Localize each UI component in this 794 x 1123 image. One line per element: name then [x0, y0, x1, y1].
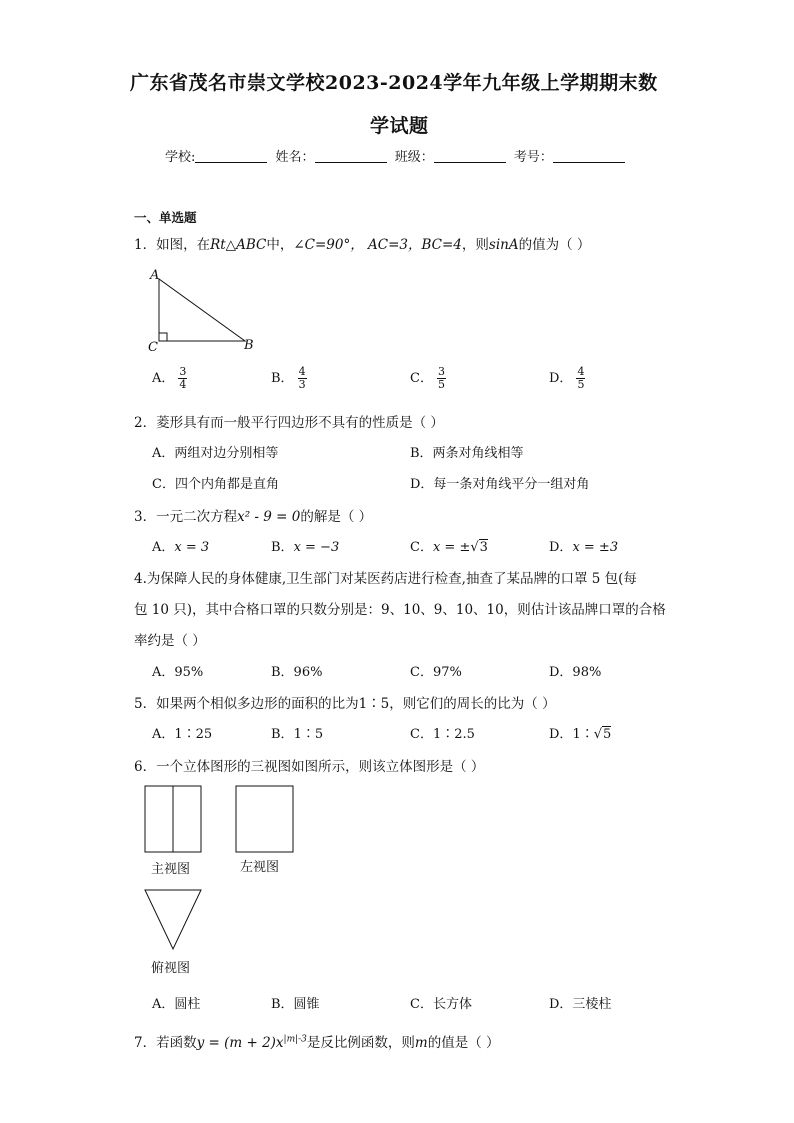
q2-option-b[interactable]: B．两条对角线相等 — [410, 446, 524, 461]
q1-triangle: Rt△ABC — [210, 237, 267, 253]
school-label: 学校: — [165, 150, 196, 165]
q1-sina: sinA — [488, 237, 519, 253]
q1-mid1: 中， — [266, 237, 294, 253]
q3-option-c[interactable]: C．x = ±√3 — [410, 540, 488, 555]
q6-option-b[interactable]: B．圆锥 — [271, 997, 320, 1012]
question-2: 2．菱形具有而一般平行四边形不具有的性质是（ ） — [134, 415, 444, 431]
vertex-c-label: C — [148, 340, 158, 355]
title-line-1: 广东省茂名市崇文学校2023-2024学年九年级上学期期末数 — [130, 72, 658, 94]
question-5: 5．如果两个相似多边形的面积的比为1∶5，则它们的周长的比为（ ） — [134, 696, 556, 712]
name-label: 姓名： — [275, 150, 315, 165]
top-view-caption: 俯视图 — [151, 961, 191, 976]
q1-option-b[interactable]: B． $\frac{4}{3}$ — [271, 365, 306, 391]
title-line-2: 学试题 — [370, 115, 429, 137]
q6-option-c[interactable]: C．长方体 — [410, 997, 472, 1012]
q1-prefix: 1．如图，在 — [134, 237, 211, 253]
q3-equation: x² - 9 = 0 — [237, 509, 301, 525]
front-view-caption: 主视图 — [151, 862, 191, 877]
top-view-figure — [144, 888, 204, 953]
vertex-b-label: B — [244, 338, 254, 353]
q1-tail: 的值为（ ） — [518, 237, 591, 253]
q7-exponent: |m|-3 — [283, 1034, 307, 1045]
q2-option-a[interactable]: A．两组对边分别相等 — [152, 446, 279, 461]
q1-option-d[interactable]: D． $\frac{4}{5}$ — [549, 365, 585, 391]
number-field[interactable] — [553, 149, 625, 163]
q2-option-d[interactable]: D．每一条对角线平分一组对角 — [410, 477, 590, 492]
q4-option-d[interactable]: D．98% — [549, 665, 602, 680]
q1-mid2: ，则 — [461, 237, 489, 253]
section-heading: 一、单选题 — [134, 210, 197, 225]
q1-condition: ∠C=90°， AC=3，BC=4 — [293, 237, 462, 253]
q5-ratio: 1∶5 — [358, 696, 390, 712]
question-6: 6．一个立体图形的三视图如图所示，则该立体图形是（ ） — [134, 759, 485, 775]
question-4-line-3: 率约是（ ） — [134, 633, 206, 649]
school-field[interactable] — [195, 149, 267, 163]
q3-option-d[interactable]: D．x = ±3 — [549, 540, 619, 555]
q4-option-a[interactable]: A．95% — [152, 665, 204, 680]
question-4-line-1: 4.为保障人民的身体健康,卫生部门对某医药店进行检查,抽查了某品牌的口罩 5 包(每 — [134, 571, 637, 587]
q1-option-c[interactable]: C． $\frac{3}{5}$ — [410, 365, 445, 391]
class-field[interactable] — [434, 149, 506, 163]
q3-option-a[interactable]: A．x = 3 — [152, 540, 210, 555]
q3-option-b[interactable]: B．x = −3 — [271, 540, 340, 555]
q5-option-a[interactable]: A．1∶25 — [152, 727, 213, 742]
q6-option-a[interactable]: A．圆柱 — [152, 997, 201, 1012]
question-3: 3．一元二次方程x² - 9 = 0的解是（ ） — [134, 509, 373, 525]
left-view-caption: 左视图 — [240, 860, 280, 875]
q1-option-a[interactable]: A． $\frac{3}{4}$ — [152, 365, 187, 391]
q4-option-b[interactable]: B．96% — [271, 665, 323, 680]
q5-option-b[interactable]: B．1∶5 — [271, 727, 324, 742]
question-1 — [134, 233, 590, 253]
q5-option-d[interactable]: D．1∶√5 — [549, 727, 612, 742]
q4-option-c[interactable]: C．97% — [410, 665, 462, 680]
question-7: 7．若函数$y = (m + 2)x^{|m|-3}$是反比例函数，则m的值是（ ） — [134, 1034, 500, 1051]
info-row — [165, 146, 629, 165]
number-label: 考号： — [513, 150, 553, 165]
vertex-a-label: A — [150, 268, 160, 283]
q6-option-d[interactable]: D．三棱柱 — [549, 997, 612, 1012]
q2-option-c[interactable]: C．四个内角都是直角 — [152, 477, 279, 492]
front-view-figure — [144, 785, 204, 855]
q7-function: y = (m + 2)x — [196, 1035, 284, 1051]
name-field[interactable] — [315, 149, 387, 163]
left-view-figure — [235, 785, 297, 855]
question-4-line-2: 包 10 只)，其中合格口罩的只数分别是：9、10、9、10、10，则估计该品牌口罩的合格 — [134, 602, 666, 618]
q5-option-c[interactable]: C．1∶2.5 — [410, 727, 475, 742]
class-label: 班级： — [394, 150, 434, 165]
